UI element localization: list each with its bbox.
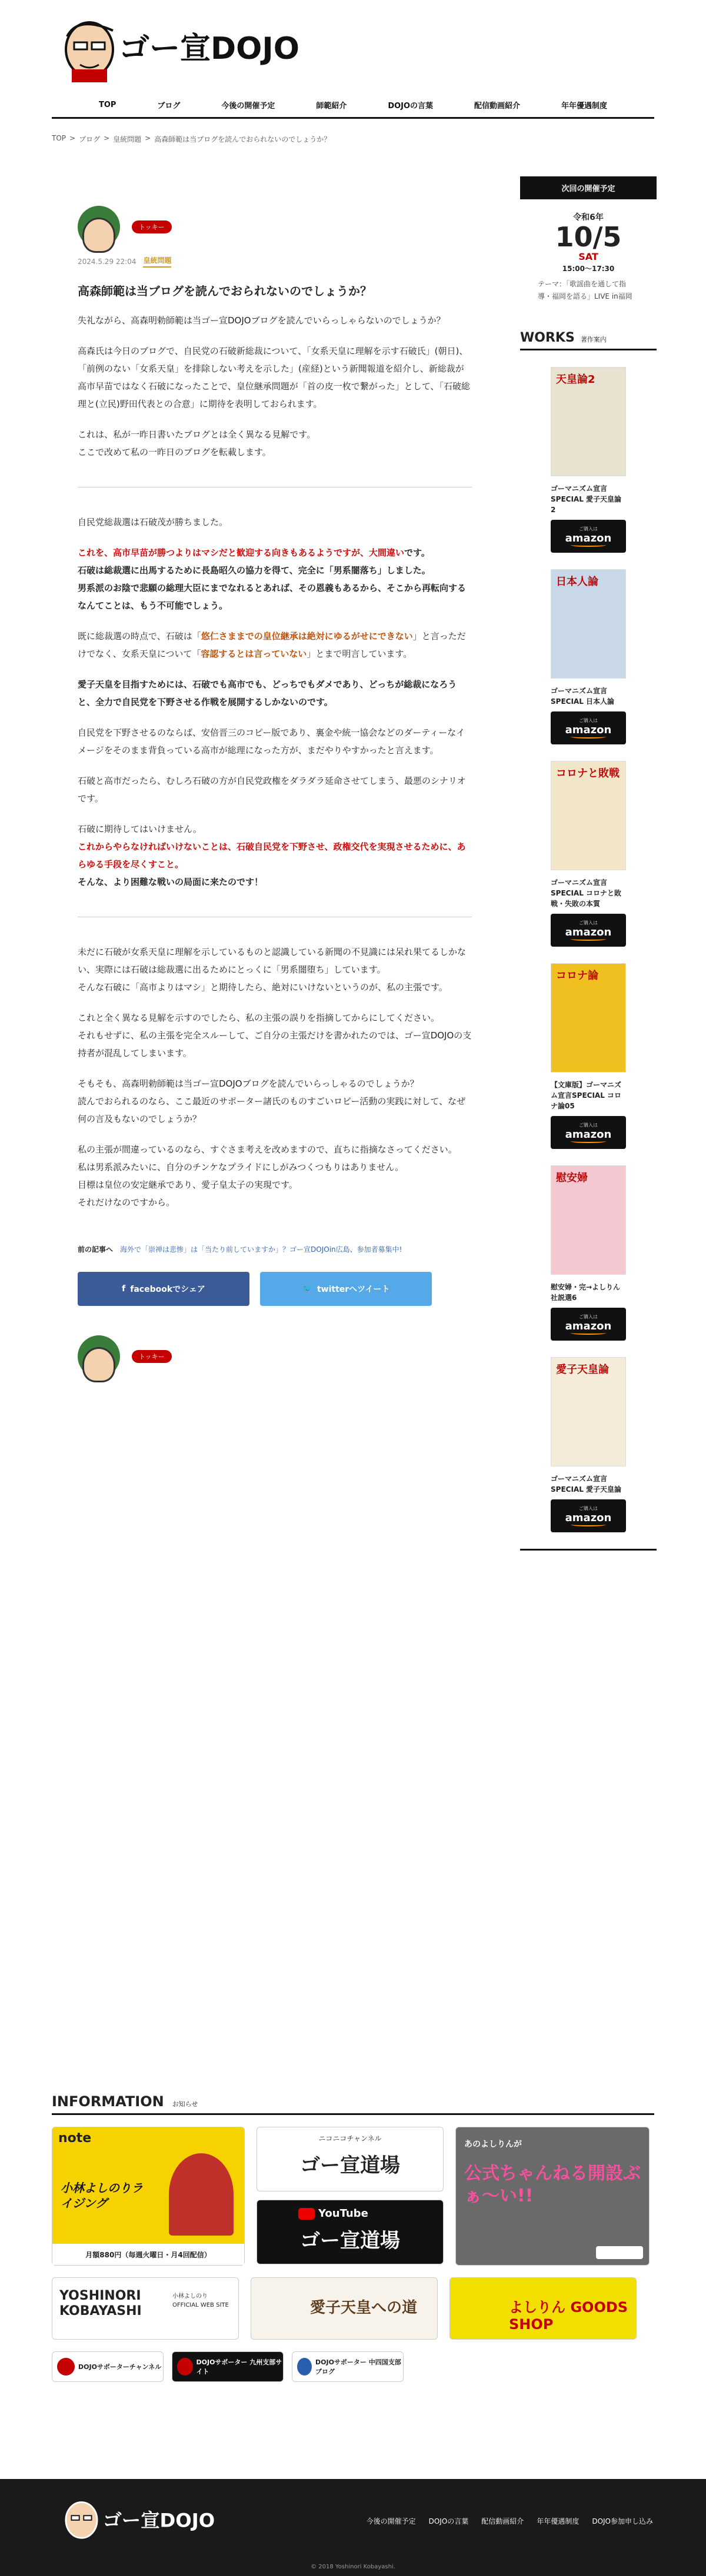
quote-paragraph bbox=[78, 820, 472, 891]
youtube-play-icon bbox=[298, 2208, 315, 2220]
information-title: INFORMATION bbox=[52, 2093, 164, 2110]
author-avatar[interactable] bbox=[78, 1335, 120, 1378]
quote-paragraph bbox=[78, 676, 472, 711]
nav-words[interactable]: DOJOの言葉 bbox=[388, 102, 434, 111]
note-banner-person bbox=[169, 2153, 234, 2236]
text-line: 私の主張が間違っているのなら、すぐさま考えを改めますので、直ちに指摘なさってください。 bbox=[78, 1144, 457, 1155]
amazon-button[interactable] bbox=[551, 711, 626, 744]
footer-nav-benefits[interactable]: 年年優遇制度 bbox=[537, 2517, 580, 2525]
divider bbox=[520, 1549, 657, 1551]
book-cover-title: 日本人論 bbox=[556, 576, 598, 589]
text-line: これと全く異なる見解を示すのでしたら、私の主張の誤りを指摘してからにしてください。 bbox=[78, 1013, 440, 1023]
twitter-share-label: twitterへツイート bbox=[317, 1285, 390, 1294]
author-row-bottom bbox=[78, 1335, 472, 1378]
book-cover[interactable] bbox=[551, 569, 626, 679]
works-title: WORKS bbox=[520, 330, 575, 346]
book-title[interactable]: 慰安婦・完→よしりん社説選6 bbox=[551, 1283, 621, 1302]
nico-channel-label: ニコニコチャンネル bbox=[318, 2134, 382, 2143]
youtube-label-text: YouTube bbox=[318, 2207, 368, 2220]
youtube-label bbox=[298, 2207, 443, 2220]
breadcrumb bbox=[52, 134, 331, 144]
paragraph: 失礼ながら、高森明勅師範は当ゴー宣DOJOブログを読んでいらっしゃらないのでしょうか？ bbox=[78, 315, 445, 326]
aiko-banner-title: 愛子天皇への道 bbox=[310, 2299, 418, 2317]
breadcrumb-current: 高森師範は当ブログを読んでおられないのでしょうか？ bbox=[154, 135, 331, 143]
prev-post bbox=[78, 1244, 472, 1254]
site-footer bbox=[0, 2479, 706, 2576]
amazon-button-label: amazon bbox=[565, 532, 612, 545]
amazon-button[interactable] bbox=[551, 1116, 626, 1149]
kyushu-banner[interactable] bbox=[172, 2351, 284, 2382]
yoshirin-banner-line1: あのよしりんが bbox=[464, 2140, 522, 2149]
book-cover-title: 愛子天皇論 bbox=[556, 1364, 609, 1376]
event-theme[interactable]: テーマ：「歌謡曲を通して指導・福岡を語る」LIVE in福岡 bbox=[538, 280, 632, 300]
text-line: そんな、より困難な戦いの局面に来たのです！ bbox=[78, 877, 264, 887]
amazon-button-label: amazon bbox=[565, 926, 612, 939]
nav-videos[interactable]: 配信動画紹介 bbox=[474, 102, 521, 111]
yoshirin-channel-banner[interactable] bbox=[455, 2127, 650, 2266]
work-item bbox=[551, 367, 626, 553]
quote-paragraph: 自民党総裁選は石破茂が勝ちました。 bbox=[78, 517, 228, 527]
work-item bbox=[551, 1357, 626, 1532]
banner-row bbox=[52, 2127, 654, 2266]
text-line: 未だに石破が女系天皇に理解を示しているものと認識している新聞の不見識には呆れ果てるしかない、実際には石破は総裁選に出るためにとっくに「男系闇堕ち」しています。 bbox=[78, 947, 467, 975]
next-event bbox=[520, 211, 657, 302]
amazon-button-small: ご購入は bbox=[579, 718, 598, 724]
information-subtitle: お知らせ bbox=[172, 2100, 198, 2108]
prev-post-link[interactable]: 海外で「崇禅は悲惨」は「当たり前していますか」？ゴー宣DOJOin広島、参加者募集中! bbox=[120, 1245, 402, 1254]
nav-masters[interactable]: 師範紹介 bbox=[316, 102, 347, 111]
text-line: 石破は総裁選に出馬するために長島昭久の協力を得て、完全に「男系闇落ち」しました。 bbox=[78, 565, 431, 576]
text-line: これは、私が一昨日書いたブログとは全く異なる見解です。 bbox=[78, 429, 316, 440]
nav-top[interactable]: TOP bbox=[99, 101, 116, 109]
paragraph: 高森氏は今日のブログで、自民党の石破新総裁について、「女系天皇に理解を示す石破氏」(朝日)、「前例のない「女系天皇」を排除しない考えを示した」(産経)という新聞報道を紹介し、新総裁が高市早苗ではなく石破になったことで、皇位継承問題が「首の皮一枚で繋がった」として、「石破総理と(立民)野田代表との合意」に期待を表明しておられます。 bbox=[78, 346, 470, 409]
book-cover[interactable] bbox=[551, 1165, 626, 1275]
aiko-banner[interactable] bbox=[251, 2277, 438, 2340]
event-date: 10/5 bbox=[555, 221, 622, 253]
goods-shop-banner[interactable] bbox=[449, 2277, 637, 2340]
information-section bbox=[52, 2093, 654, 2382]
footer-nav bbox=[367, 2516, 653, 2526]
paragraph bbox=[78, 1075, 472, 1128]
works-subtitle: 著作案内 bbox=[580, 336, 607, 344]
text-line: 読んでおられるのなら、ここ最近のサポーター諸氏のものすごいロビー活動の実践に対して、なぜ何の言及もないのでしょうか？ bbox=[78, 1096, 466, 1124]
amazon-smile-icon bbox=[571, 735, 606, 739]
amazon-smile-icon bbox=[571, 1331, 606, 1335]
amazon-button-small: ご購入は bbox=[579, 1314, 598, 1320]
book-title[interactable]: ゴーマニズム宣言SPECIAL コロナと敗戦・失敗の本質 bbox=[551, 878, 622, 908]
text-line: それだけなのですから。 bbox=[78, 1197, 175, 1208]
footer-nav-apply[interactable]: DOJO参加申し込み bbox=[592, 2517, 653, 2525]
banner-row bbox=[52, 2277, 654, 2340]
work-item bbox=[551, 761, 626, 947]
nico-dojo-title: ゴー宣道場 bbox=[300, 2154, 400, 2177]
main-nav bbox=[52, 93, 654, 119]
breadcrumb-top[interactable]: TOP bbox=[52, 134, 66, 142]
amazon-smile-icon bbox=[571, 1523, 606, 1526]
book-cover[interactable] bbox=[551, 1357, 626, 1466]
post-date: 2024.5.29 22:04 bbox=[78, 257, 136, 266]
book-cover-title: 慰安婦 bbox=[556, 1172, 588, 1185]
chushikoku-banner[interactable] bbox=[292, 2351, 404, 2382]
highlight-red: これからやらなければいけないことは、石破自民党を下野させ、政権交代を実現させるために、あらゆる手段を尽くすこと。 bbox=[78, 841, 466, 870]
text-line: ここで改めて私の一昨日のブログを転載します。 bbox=[78, 447, 271, 457]
supporter-logo-icon bbox=[297, 2358, 312, 2375]
book-cover[interactable] bbox=[551, 367, 626, 476]
post-title: 高森師範は当ブログを読んでおられないのでしょうか？ bbox=[78, 284, 372, 298]
amazon-button-label: amazon bbox=[565, 1320, 612, 1333]
book-cover-title: コロナ論 bbox=[556, 970, 598, 983]
youtube-dojo-banner[interactable] bbox=[257, 2200, 444, 2264]
note-banner-price: 月額880円（毎週火曜日・月4回配信） bbox=[52, 2244, 244, 2265]
small-banner-label: DOJOサポーターチャンネル bbox=[78, 2363, 162, 2371]
breadcrumb-category[interactable]: 皇統問題 bbox=[113, 135, 142, 143]
paragraph bbox=[78, 426, 472, 461]
author-row bbox=[78, 206, 472, 248]
amazon-button-small: ご購入は bbox=[579, 526, 598, 532]
note-logo: note bbox=[58, 2131, 92, 2146]
avatar-face-icon bbox=[82, 1347, 115, 1382]
small-banner-label: DOJOサポーター 九州支部サイト bbox=[196, 2358, 282, 2375]
book-title[interactable]: ゴーマニズム宣言SPECIAL 日本人論 bbox=[551, 687, 615, 706]
breadcrumb-sep: > bbox=[145, 134, 151, 142]
nav-schedule[interactable]: 今後の開催予定 bbox=[221, 102, 275, 111]
quote-paragraph: 自民党を下野させるのならば、安倍晋三のコピー版であり、裏金や統一協会などのダーティーなイメージをそのまま背負っている高市が総理になった方が、まだやりやすかったと言えます。 bbox=[78, 727, 465, 756]
event-time: 15:00〜17:30 bbox=[562, 265, 615, 273]
amazon-smile-icon bbox=[571, 1140, 606, 1143]
book-cover[interactable] bbox=[551, 963, 626, 1073]
share-buttons bbox=[78, 1272, 472, 1306]
goods-shop-title: よしりん GOODS SHOP bbox=[509, 2299, 628, 2333]
text-line: 男系派のお陰で悲願の総理大臣にまでなれるとあれば、その恩義もあるから、そこから再転向するなんてことは、もう不可能でしょう。 bbox=[78, 583, 467, 611]
amazon-button[interactable] bbox=[551, 1308, 626, 1341]
post-category[interactable]: 皇統問題 bbox=[143, 255, 171, 268]
paragraph bbox=[78, 1009, 472, 1062]
article bbox=[78, 206, 472, 1378]
breadcrumb-sep: > bbox=[69, 134, 76, 142]
footer-logo[interactable] bbox=[59, 2497, 215, 2541]
svg-text:ゴー宣DOJO: ゴー宣DOJO bbox=[119, 31, 299, 66]
official-web-title: YOSHINORI KOBAYASHI bbox=[59, 2288, 142, 2319]
quote-paragraph: 石破と高市だったら、むしろ石破の方が自民党政権をダラダラ延命させてしまう、最悪のシナリオです。 bbox=[78, 776, 466, 804]
text-line: そんな石破に「高市よりはマシ」と期待したら、絶対にいけないというのが、私の主張です。 bbox=[78, 982, 448, 993]
highlight-orange: 容認するとは言っていない bbox=[201, 649, 307, 659]
works-list bbox=[520, 367, 657, 1532]
author-tag[interactable]: トッキー bbox=[132, 220, 172, 233]
book-title[interactable]: ゴーマニズム宣言SPECIAL 愛子天皇論2 bbox=[551, 485, 622, 514]
footer-nav-words[interactable]: DOJOの言葉 bbox=[428, 2517, 469, 2525]
avatar-face-icon bbox=[82, 218, 115, 253]
event-era: 令和6年 bbox=[573, 213, 604, 222]
text-line: 」と言っただけでなく、女系天皇について「 bbox=[78, 631, 466, 659]
text-line: 石破に期待してはいけません。 bbox=[78, 824, 202, 834]
amazon-button-small: ご購入は bbox=[579, 920, 598, 926]
facebook-icon: f bbox=[122, 1284, 126, 1294]
book-cover[interactable] bbox=[551, 761, 626, 870]
paragraph bbox=[78, 943, 472, 996]
youtube-dojo-title: ゴー宣道場 bbox=[300, 2229, 400, 2253]
text-line: です。 bbox=[404, 547, 430, 558]
book-title[interactable]: 【文庫版】ゴーマニズム宣言SPECIAL コロナ論05 bbox=[551, 1081, 622, 1111]
work-item bbox=[551, 569, 626, 744]
copyright: © 2018 Yoshinori Kobayashi. bbox=[311, 2564, 395, 2570]
note-banner-title: 小林よしのりライジング bbox=[61, 2181, 143, 2210]
event-weekday: SAT bbox=[578, 251, 598, 263]
prev-post-label: 前の記事へ bbox=[78, 1245, 114, 1254]
amazon-button-label: amazon bbox=[565, 1128, 612, 1141]
post-meta bbox=[78, 255, 472, 268]
footer-nav-schedule[interactable]: 今後の開催予定 bbox=[366, 2517, 416, 2525]
breadcrumb-sep: > bbox=[104, 134, 110, 142]
nico-dojo-banner[interactable] bbox=[257, 2127, 444, 2191]
amazon-button-label: amazon bbox=[565, 724, 612, 737]
text-line: それもせずに、私の主張を完全スルーして、ご自分の主張だけを書かれたのでは、ゴー宣DOJOの支持者が混乱してしまいます。 bbox=[78, 1030, 472, 1058]
amazon-smile-icon bbox=[571, 543, 606, 547]
book-cover-title: 天皇論2 bbox=[556, 373, 595, 386]
amazon-button-label: amazon bbox=[565, 1512, 612, 1525]
paragraph bbox=[78, 1141, 472, 1211]
next-event-title: 次回の開催予定 bbox=[520, 176, 657, 199]
text-line: そもそも、高森明勅師範は当ゴー宣DOJOブログを読んでいらっしゃるのでしょうか？ bbox=[78, 1078, 419, 1089]
footer-nav-videos[interactable]: 配信動画紹介 bbox=[481, 2517, 524, 2525]
facebook-share-label: facebookでシェア bbox=[130, 1285, 205, 1294]
dojo-banner-stack bbox=[257, 2127, 444, 2266]
official-web-banner[interactable] bbox=[52, 2277, 239, 2340]
small-banner-label: DOJOサポーター 中四国支部ブログ bbox=[315, 2358, 401, 2375]
quote-paragraph bbox=[78, 627, 472, 663]
nav-blog[interactable]: ブログ bbox=[157, 102, 181, 111]
supporter-logo-icon bbox=[57, 2358, 75, 2375]
book-title[interactable]: ゴーマニズム宣言SPECIAL 愛子天皇論 bbox=[551, 1475, 622, 1494]
twitter-share-button[interactable] bbox=[260, 1272, 432, 1306]
amazon-button-small: ご購入は bbox=[579, 1506, 598, 1512]
text-line: 私は男系派みたいに、自分のチンケなプライドにしがみつくつもりはありません。 bbox=[78, 1162, 404, 1172]
author-avatar[interactable] bbox=[78, 206, 120, 248]
yoshirin-banner-line2: 公式ちゃんねる開設ぶぁ〜い!! bbox=[464, 2163, 641, 2206]
text-line: 目標は皇位の安定継承であり、愛子皇太子の実現です。 bbox=[78, 1180, 298, 1190]
breadcrumb-blog[interactable]: ブログ bbox=[79, 135, 101, 143]
note-banner[interactable] bbox=[52, 2127, 245, 2266]
information-heading bbox=[52, 2093, 654, 2115]
amazon-button[interactable] bbox=[551, 914, 626, 947]
work-item bbox=[551, 963, 626, 1149]
supporter-logo-icon bbox=[177, 2358, 193, 2375]
text-line: 既に総裁選の時点で、石破は「 bbox=[78, 631, 201, 642]
author-tag[interactable]: トッキー bbox=[132, 1350, 172, 1363]
book-cover-title: コロナと敗戦 bbox=[556, 767, 620, 780]
highlight-red: これを、高市早苗が勝つよりはマシだと歓迎する向きもあるようですが、大間違い bbox=[78, 547, 405, 558]
amazon-button[interactable] bbox=[551, 1499, 626, 1532]
amazon-button[interactable] bbox=[551, 520, 626, 553]
works-heading bbox=[520, 330, 657, 350]
sidebar bbox=[520, 176, 657, 1551]
nav-benefits[interactable]: 年年優遇制度 bbox=[561, 102, 607, 111]
svg-text:ゴー宣DOJO: ゴー宣DOJO bbox=[102, 2509, 215, 2532]
work-item bbox=[551, 1165, 626, 1341]
site-logo[interactable] bbox=[54, 13, 299, 83]
supporter-channel-banner[interactable] bbox=[52, 2351, 164, 2382]
quote-paragraph bbox=[78, 544, 472, 614]
text-line: 愛子天皇を目指すためには、石破でも高市でも、どっちでもダメであり、どっちが総裁になろうと、全力で自民党を下野させる作戦を展開するしかないのです。 bbox=[78, 679, 457, 707]
site-header bbox=[0, 0, 706, 143]
facebook-share-button[interactable] bbox=[78, 1272, 249, 1306]
amazon-button-small: ご購入は bbox=[579, 1122, 598, 1128]
amazon-smile-icon bbox=[571, 937, 606, 941]
official-web-subtitle: 小林よしのり OFFICIAL WEB SITE bbox=[172, 2293, 229, 2308]
small-banner-row bbox=[52, 2351, 654, 2382]
youtube-logo-icon bbox=[596, 2246, 643, 2259]
text-line: 」とまで明言しています。 bbox=[307, 649, 412, 659]
highlight-orange: 悠仁さままでの皇位継承は絶対にゆるがせにできない bbox=[201, 631, 413, 642]
twitter-icon: 🐦 bbox=[302, 1284, 312, 1294]
